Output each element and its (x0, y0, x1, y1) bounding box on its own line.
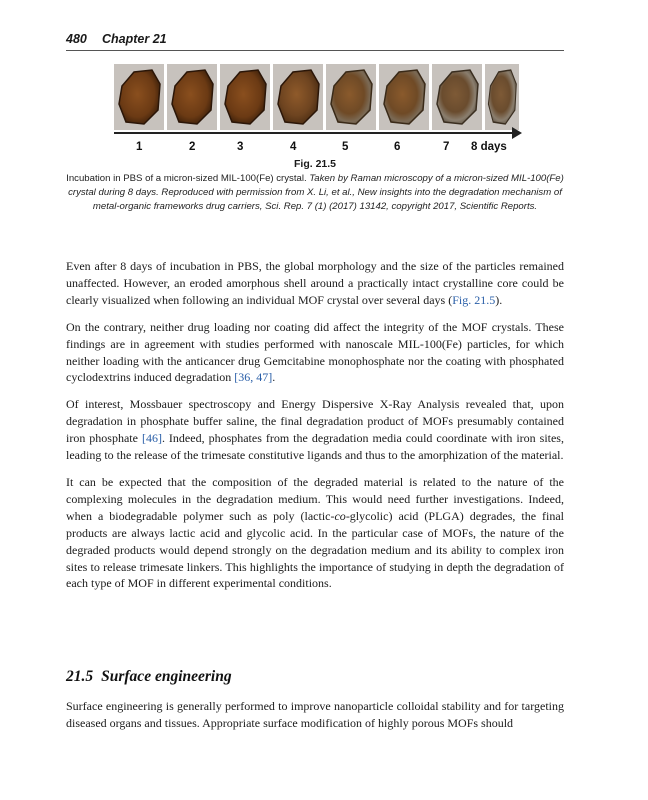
paragraph-text: Even after 8 days of incubation in PBS, the global morphology and the size of the particles remained unaffected. However, an eroded amorphous shell around a practically intact crystalline core could be clearly visualized when following an individual MOF crystal over several days ( (66, 259, 564, 307)
caption-text: Incubation in PBS of a micron-sized MIL-100(Fe) crystal. (66, 173, 310, 184)
day-label: 2 (189, 141, 196, 153)
crystal-image-day-6 (379, 64, 429, 130)
day-label: 4 (290, 141, 297, 153)
day-label: 7 (443, 141, 450, 153)
crystal-image-day-4 (273, 64, 323, 130)
day-label: 8 days (471, 141, 507, 153)
figure-crystal-sequence (110, 60, 520, 158)
time-axis-line (114, 132, 514, 134)
paragraph-text: . Indeed, phosphates from the degradation media could coordinate with iron sites, leading to the release of the trimesate constitutive ligands and thus to the amorphization of the material. (66, 431, 564, 463)
day-label: 3 (237, 141, 244, 153)
section-number: 21.5 (66, 668, 94, 685)
citation-link[interactable]: [36, 47] (234, 370, 273, 385)
crystal-image-day-3 (220, 64, 270, 130)
figure-caption (66, 172, 564, 214)
paragraph (66, 319, 564, 387)
section-body (66, 698, 564, 732)
day-label: 6 (394, 141, 401, 153)
paragraph-text: ). (495, 292, 503, 307)
day-label: 1 (136, 141, 143, 153)
section-title: Surface engineering (101, 668, 232, 685)
citation-link[interactable]: [46] (141, 431, 162, 446)
paragraph (66, 396, 564, 464)
crystal-image-day-1 (114, 64, 164, 130)
paragraph-text: . (272, 370, 276, 385)
crystal-image-day-7 (432, 64, 482, 130)
crystal-image-day-8 (485, 64, 519, 130)
paragraph (66, 474, 564, 592)
paragraph-text: -glycolic) acid (PLGA) degrades, the final products are always lactic acid and glycolic acid. In the particular case of MOFs, the nature of the degraded products would depend strongly on the degradation medium and its ability to complex iron sites to release trimesate linkers. This highlights the importance of studying in depth the degradation of each type of MOF in different experimental conditions. (66, 508, 564, 591)
paragraph (66, 258, 564, 309)
paragraph-text: Of interest, Mossbauer spectroscopy and Energy Dispersive X-Ray Analysis revealed that, upon degradation in phosphate buffer saline, the final degradation product of MOFs presumably contained iron phosphate (66, 397, 564, 446)
time-axis-arrowhead (512, 127, 522, 139)
paragraph: Surface engineering is generally performed to improve nanoparticle colloidal stability and for targeting diseased organs and tissues. Appropriate surface modification of highly porous MOFs should (66, 699, 564, 730)
section-heading (66, 668, 564, 686)
caption-credit: Taken by Raman microscopy of a micron-sized MIL-100(Fe) crystal during 8 days. Reproduced with permission from X. Li, et al., New insights into the degradation mechanism of metal-organic frameworks drug carriers, Sci. Rep. 7 (1) (2017) 13142, copyright 2017, Scientific Reports. (68, 173, 564, 212)
figure-label: Fig. 21.5 (293, 158, 336, 170)
crystal-image-day-5 (326, 64, 376, 130)
page-number: 480 (66, 32, 87, 46)
paragraph-text-italic: co (334, 508, 346, 523)
paragraph-text: On the contrary, neither drug loading nor coating did affect the integrity of the MOF crystals. These findings are in agreement with studies performed with nanoscale MIL-100(Fe) particles, for which neither loading with the anticancer drug Gemcitabine monophosphate nor the coating with phosphated cyclodextrins induced degradation (66, 319, 564, 385)
chapter-title: Chapter 21 (102, 32, 167, 46)
day-label: 5 (342, 141, 349, 153)
crystal-image-day-2 (167, 64, 217, 130)
figure-reference-link[interactable]: Fig. 21.5 (452, 292, 496, 307)
page-header (66, 30, 564, 51)
paragraph-text: It can be expected that the composition of the degraded material is related to the nature of the complexing molecules in the degradation medium. This would need further investigations. Indeed, when a biodegradable polymer such as poly (lactic- (66, 474, 564, 523)
body-text (66, 258, 564, 602)
